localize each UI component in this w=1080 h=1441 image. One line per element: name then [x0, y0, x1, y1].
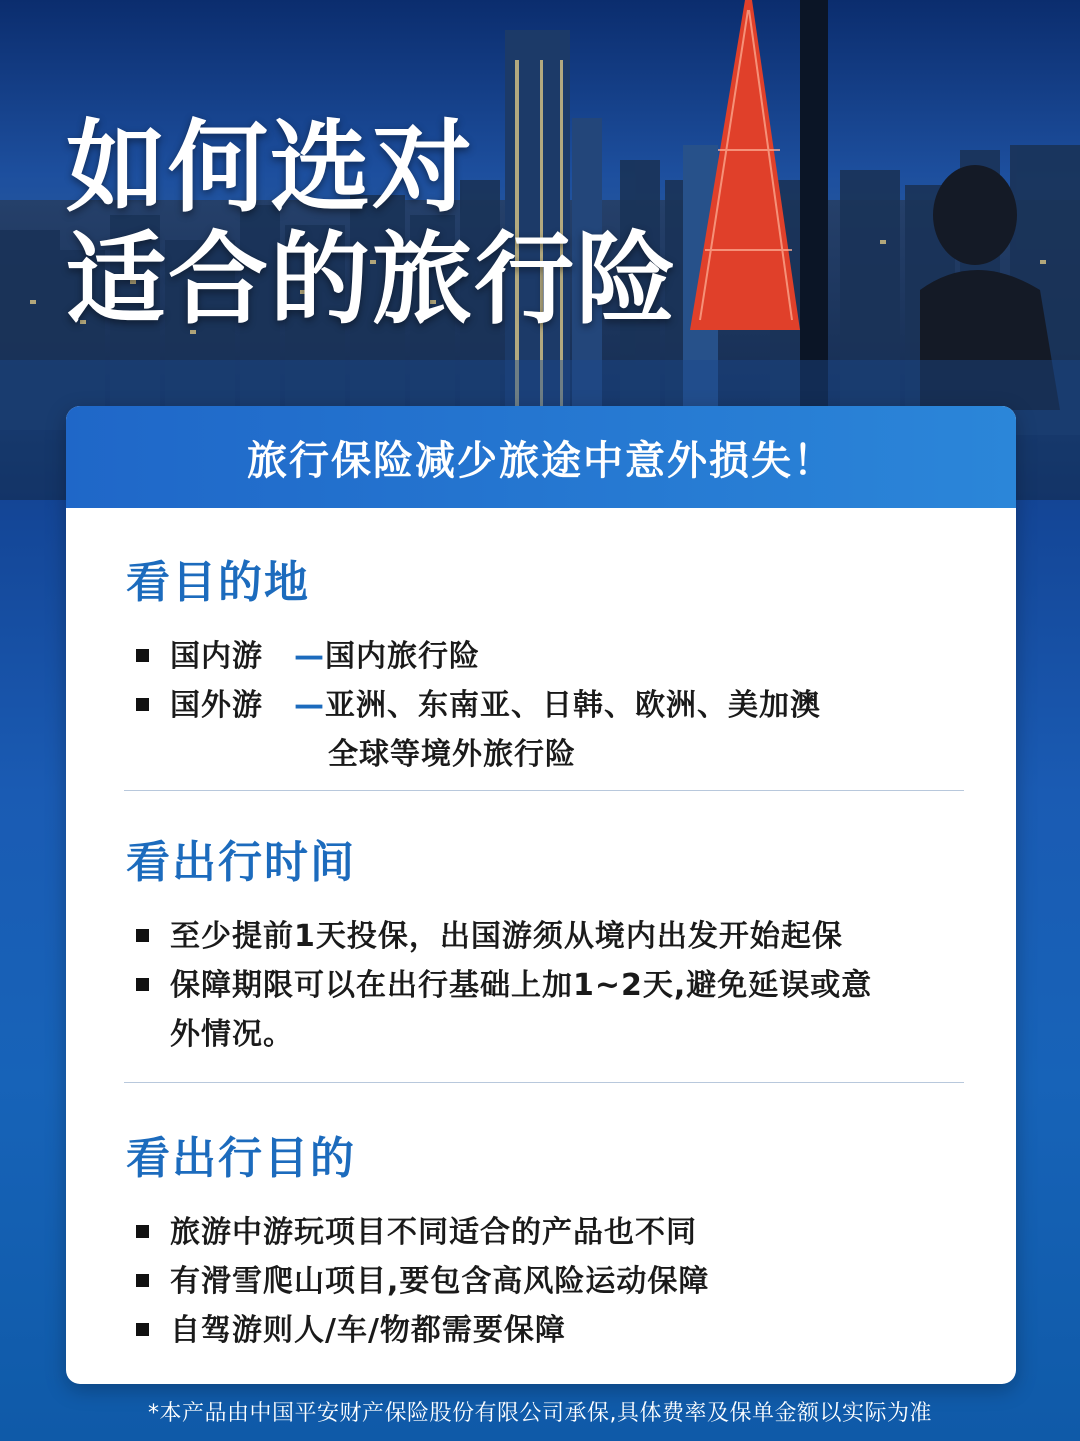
item-text: 有滑雪爬山项目,要包含高风险运动保障 [170, 1264, 710, 1299]
list-item [126, 1257, 964, 1306]
bullet-square-icon [136, 978, 149, 991]
item-text: 自驾游则人/车/物都需要保障 [170, 1313, 566, 1348]
item-text-continued: 外情况。 [170, 1017, 294, 1052]
title-line-2: 适合的旅行险 [66, 221, 678, 338]
list-item [126, 961, 964, 1059]
divider [124, 1082, 964, 1083]
bullet-square-icon [136, 1274, 149, 1287]
list-item [126, 1208, 964, 1257]
list-item [126, 681, 964, 779]
section-title: 看出行目的 [126, 1133, 356, 1184]
section-destination [126, 546, 964, 779]
bullet-square-icon [136, 698, 149, 711]
bullet-square-icon [136, 1225, 149, 1238]
page-title [66, 109, 678, 338]
bullet-square-icon [136, 1323, 149, 1336]
section-title: 看目的地 [126, 557, 310, 608]
section-title: 看出行时间 [126, 837, 356, 888]
item-list [126, 912, 964, 1059]
list-item [126, 1306, 964, 1355]
section-travel-time [126, 826, 964, 1059]
divider [124, 790, 964, 791]
title-line-1: 如何选对 [66, 109, 474, 226]
dash: — [294, 639, 325, 674]
item-text: 亚洲、东南亚、日韩、欧洲、美加澳 [325, 688, 821, 723]
item-text: 至少提前1天投保，出国游须从境内出发开始起保 [170, 919, 843, 954]
bullet-square-icon [136, 649, 149, 662]
info-card [66, 406, 1016, 1384]
section-travel-purpose [126, 1122, 964, 1355]
item-text: 保障期限可以在出行基础上加1~2天,避免延误或意 [170, 968, 873, 1003]
card-header: 旅行保险减少旅途中意外损失！ [66, 406, 1016, 508]
bullet-square-icon [136, 929, 149, 942]
disclaimer-footer: *本产品由中国平安财产保险股份有限公司承保,具体费率及保单金额以实际为准 [148, 1401, 932, 1426]
item-list [126, 632, 964, 779]
list-item [126, 912, 964, 961]
list-item [126, 632, 964, 681]
dash: — [294, 688, 325, 723]
item-text: 国内旅行险 [325, 639, 480, 674]
item-list [126, 1208, 964, 1355]
item-text-continued: 全球等境外旅行险 [328, 737, 576, 772]
item-label: 国内游 [170, 639, 263, 674]
item-text: 旅游中游玩项目不同适合的产品也不同 [170, 1215, 697, 1250]
item-label: 国外游 [170, 688, 263, 723]
